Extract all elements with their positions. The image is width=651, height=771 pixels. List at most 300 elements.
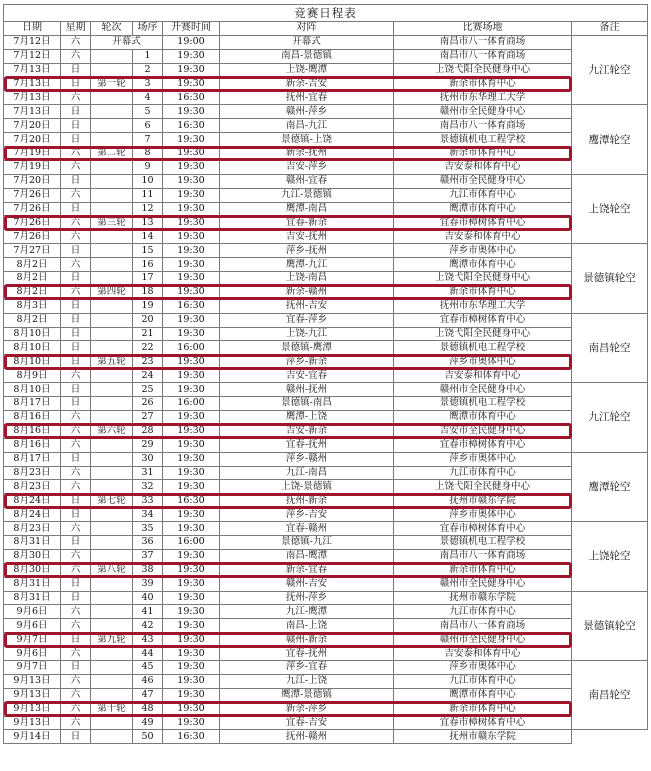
cell-venue: 上饶弋阳全民健身中心: [394, 272, 572, 286]
cell-venue: 鹰潭市体育中心: [394, 202, 572, 216]
cell-venue: 宜春市樟树体育中心: [394, 716, 572, 730]
table-row: [4, 313, 648, 327]
header-notes: 备注: [572, 22, 648, 36]
cell-venue: 宜春市樟树体育中心: [394, 522, 572, 536]
cell-round: [91, 105, 133, 119]
cell-time: 16:30: [163, 299, 220, 313]
cell-matchup: 新余-抚州: [220, 147, 394, 161]
cell-match-no: 4: [133, 91, 163, 105]
cell-time: 19:30: [163, 63, 220, 77]
table-row: [4, 216, 648, 230]
cell-match-no: 36: [133, 535, 163, 549]
cell-weekday: 日: [61, 272, 91, 286]
cell-round: [91, 688, 133, 702]
cell-match-no: 44: [133, 647, 163, 661]
cell-date: 8月31日: [4, 577, 61, 591]
cell-venue: 吉安泰和体育中心: [394, 230, 572, 244]
cell-time: 19:30: [163, 480, 220, 494]
cell-venue: 宜春市樟树体育中心: [394, 438, 572, 452]
table-row: [4, 702, 648, 716]
cell-round: 第四轮: [91, 285, 133, 299]
cell-venue: 新余市体育中心: [394, 563, 572, 577]
cell-weekday: 日: [61, 133, 91, 147]
cell-date: 7月26日: [4, 188, 61, 202]
cell-match-no: 49: [133, 716, 163, 730]
cell-matchup: 宜春-吉安: [220, 716, 394, 730]
cell-date: 7月26日: [4, 230, 61, 244]
cell-date: 8月30日: [4, 563, 61, 577]
cell-match-no: 35: [133, 522, 163, 536]
table-row: [4, 91, 648, 105]
cell-matchup: 鹰潭-南昌: [220, 202, 394, 216]
cell-match-no: 34: [133, 508, 163, 522]
cell-note: 鹰潭轮空: [572, 452, 648, 521]
cell-date: 8月10日: [4, 355, 61, 369]
table-row: [4, 299, 648, 313]
cell-date: 9月6日: [4, 647, 61, 661]
cell-match-no: 50: [133, 730, 163, 744]
cell-time: 19:30: [163, 188, 220, 202]
cell-matchup: 赣州-宜春: [220, 174, 394, 188]
cell-round: [91, 577, 133, 591]
cell-match-no: 17: [133, 272, 163, 286]
cell-matchup: 宜春-抚州: [220, 438, 394, 452]
cell-matchup: 抚州-吉安: [220, 299, 394, 313]
cell-weekday: 六: [61, 160, 91, 174]
cell-round: 第三轮: [91, 216, 133, 230]
cell-date: 7月13日: [4, 105, 61, 119]
cell-time: 19:30: [163, 369, 220, 383]
cell-round: [91, 133, 133, 147]
cell-venue: 抚州市东华理工大学: [394, 299, 572, 313]
table-row: [4, 480, 648, 494]
cell-venue: 吉安泰和体育中心: [394, 369, 572, 383]
table-row: [4, 466, 648, 480]
cell-weekday: 日: [61, 397, 91, 411]
cell-match-no: 5: [133, 105, 163, 119]
cell-time: 16:30: [163, 91, 220, 105]
cell-matchup: 抚州-赣州: [220, 730, 394, 744]
cell-weekday: 日: [61, 299, 91, 313]
cell-matchup: 鹰潭-九江: [220, 258, 394, 272]
cell-round: [91, 730, 133, 744]
table-row: [4, 160, 648, 174]
cell-weekday: 六: [61, 438, 91, 452]
cell-match-no: 23: [133, 355, 163, 369]
cell-note: 南昌轮空: [572, 660, 648, 729]
cell-weekday: 六: [61, 147, 91, 161]
table-row: [4, 174, 648, 188]
cell-note: 鹰潭轮空: [572, 105, 648, 174]
table-row: [4, 49, 648, 63]
header-venue: 比赛场地: [394, 22, 572, 36]
cell-date: 7月20日: [4, 119, 61, 133]
cell-weekday: 六: [61, 716, 91, 730]
cell-venue: 九江市体育中心: [394, 188, 572, 202]
cell-round: [91, 619, 133, 633]
cell-round: [91, 299, 133, 313]
cell-note: 景德镇轮空: [572, 244, 648, 313]
cell-matchup: 新余-赣州: [220, 285, 394, 299]
cell-venue: 吉安市全民健身中心: [394, 424, 572, 438]
cell-matchup: 赣州-抚州: [220, 383, 394, 397]
table-row: [4, 119, 648, 133]
cell-round: [91, 202, 133, 216]
table-row: [4, 327, 648, 341]
cell-round: 第九轮: [91, 633, 133, 647]
cell-matchup: 抚州-新余: [220, 494, 394, 508]
cell-weekday: 六: [61, 674, 91, 688]
cell-matchup: 新余-宜春: [220, 563, 394, 577]
cell-venue: 赣州市全民健身中心: [394, 105, 572, 119]
cell-note: 九江轮空: [572, 383, 648, 452]
cell-date: 8月10日: [4, 341, 61, 355]
cell-time: 19:30: [163, 702, 220, 716]
cell-match-no: 2: [133, 63, 163, 77]
cell-time: 19:30: [163, 355, 220, 369]
cell-venue: 鹰潭市体育中心: [394, 688, 572, 702]
cell-match-no: 14: [133, 230, 163, 244]
cell-matchup: 赣州-吉安: [220, 577, 394, 591]
cell-matchup: 鹰潭-上饶: [220, 410, 394, 424]
table-row: [4, 688, 648, 702]
cell-weekday: 日: [61, 341, 91, 355]
cell-note: 上饶轮空: [572, 522, 648, 591]
table-row: [4, 605, 648, 619]
cell-weekday: 日: [61, 355, 91, 369]
cell-venue: 新余市体育中心: [394, 77, 572, 91]
cell-matchup: 上饶-景德镇: [220, 480, 394, 494]
cell-round: [91, 508, 133, 522]
cell-round: [91, 535, 133, 549]
cell-round: [91, 313, 133, 327]
cell-matchup: 宜春-萍乡: [220, 313, 394, 327]
cell-match-no: 9: [133, 160, 163, 174]
cell-date: 8月16日: [4, 410, 61, 424]
cell-matchup: 萍乡-吉安: [220, 508, 394, 522]
cell-venue: 新余市体育中心: [394, 285, 572, 299]
cell-weekday: 日: [61, 383, 91, 397]
table-row: [4, 508, 648, 522]
cell-venue: 赣州市全民健身中心: [394, 174, 572, 188]
cell-weekday: 日: [61, 452, 91, 466]
cell-matchup: 萍乡-新余: [220, 355, 394, 369]
cell-weekday: 六: [61, 466, 91, 480]
cell-date: 8月31日: [4, 535, 61, 549]
cell-date: 7月13日: [4, 63, 61, 77]
cell-match-no: 30: [133, 452, 163, 466]
cell-matchup: 九江-景德镇: [220, 188, 394, 202]
cell-time: 19:30: [163, 285, 220, 299]
table-row: [4, 438, 648, 452]
table-row: [4, 133, 648, 147]
cell-time: 19:30: [163, 563, 220, 577]
cell-match-no: 33: [133, 494, 163, 508]
cell-round: [91, 605, 133, 619]
cell-matchup: 新余-萍乡: [220, 702, 394, 716]
cell-matchup: 南昌-景德镇: [220, 49, 394, 63]
cell-weekday: 六: [61, 605, 91, 619]
cell-venue: 上饶弋阳全民健身中心: [394, 63, 572, 77]
cell-date: 9月13日: [4, 716, 61, 730]
cell-venue: 景德镇机电工程学校: [394, 397, 572, 411]
cell-time: 19:30: [163, 577, 220, 591]
cell-matchup: 开幕式: [220, 35, 394, 49]
cell-weekday: 日: [61, 105, 91, 119]
cell-weekday: 日: [61, 730, 91, 744]
table-row: [4, 591, 648, 605]
cell-round: [91, 63, 133, 77]
cell-matchup: 吉安-萍乡: [220, 160, 394, 174]
cell-time: 19:30: [163, 272, 220, 286]
cell-match-no: 45: [133, 660, 163, 674]
cell-date: 8月16日: [4, 424, 61, 438]
cell-round: [91, 119, 133, 133]
cell-weekday: 六: [61, 619, 91, 633]
cell-weekday: 日: [61, 174, 91, 188]
cell-round: 第十轮: [91, 702, 133, 716]
cell-time: 19:30: [163, 522, 220, 536]
cell-date: 8月2日: [4, 258, 61, 272]
cell-weekday: 六: [61, 285, 91, 299]
cell-round: [91, 660, 133, 674]
cell-round: 第七轮: [91, 494, 133, 508]
cell-time: 19:30: [163, 230, 220, 244]
cell-date: 8月23日: [4, 466, 61, 480]
cell-matchup: 九江-鹰潭: [220, 605, 394, 619]
cell-date: 8月3日: [4, 299, 61, 313]
cell-time: 19:30: [163, 77, 220, 91]
table-row: [4, 716, 648, 730]
cell-matchup: 上饶-九江: [220, 327, 394, 341]
cell-matchup: 萍乡-赣州: [220, 452, 394, 466]
header-round: 轮次: [91, 22, 133, 36]
cell-time: 19:30: [163, 383, 220, 397]
cell-weekday: 六: [61, 480, 91, 494]
cell-match-no: 47: [133, 688, 163, 702]
cell-weekday: 六: [61, 522, 91, 536]
cell-time: 19:00: [163, 35, 220, 49]
cell-venue: 南昌市八一体育商场: [394, 549, 572, 563]
cell-weekday: 日: [61, 535, 91, 549]
cell-weekday: 日: [61, 508, 91, 522]
cell-time: 19:30: [163, 410, 220, 424]
cell-date: 9月13日: [4, 702, 61, 716]
cell-match-no: 31: [133, 466, 163, 480]
cell-matchup: 新余-吉安: [220, 77, 394, 91]
cell-weekday: 日: [61, 77, 91, 91]
cell-weekday: 六: [61, 91, 91, 105]
cell-weekday: 六: [61, 410, 91, 424]
cell-match-no: 24: [133, 369, 163, 383]
cell-date: 7月27日: [4, 244, 61, 258]
cell-round: [91, 549, 133, 563]
cell-round: [91, 244, 133, 258]
cell-matchup: 萍乡-抚州: [220, 244, 394, 258]
cell-round: 第五轮: [91, 355, 133, 369]
cell-time: 16:00: [163, 341, 220, 355]
cell-round: [91, 160, 133, 174]
cell-time: 19:30: [163, 647, 220, 661]
cell-match-no: 15: [133, 244, 163, 258]
cell-weekday: 日: [61, 577, 91, 591]
table-row: [4, 258, 648, 272]
cell-weekday: 日: [61, 313, 91, 327]
cell-weekday: 日: [61, 591, 91, 605]
cell-weekday: 六: [61, 424, 91, 438]
table-row: [4, 535, 648, 549]
cell-venue: 赣州市全民健身中心: [394, 577, 572, 591]
cell-time: 19:30: [163, 619, 220, 633]
table-row: [4, 285, 648, 299]
cell-time: 19:30: [163, 438, 220, 452]
cell-time: 19:30: [163, 216, 220, 230]
cell-venue: 九江市体育中心: [394, 674, 572, 688]
cell-venue: 抚州市赣东学院: [394, 730, 572, 744]
cell-time: 19:30: [163, 147, 220, 161]
table-row: [4, 244, 648, 258]
cell-date: 8月23日: [4, 480, 61, 494]
cell-date: 9月6日: [4, 605, 61, 619]
cell-time: 19:30: [163, 160, 220, 174]
cell-date: 9月13日: [4, 688, 61, 702]
cell-venue: 抚州市赣东学院: [394, 591, 572, 605]
cell-venue: 萍乡市奥体中心: [394, 660, 572, 674]
cell-matchup: 赣州-新余: [220, 633, 394, 647]
cell-note: 南昌轮空: [572, 313, 648, 382]
cell-time: 16:30: [163, 494, 220, 508]
cell-date: 7月19日: [4, 160, 61, 174]
cell-venue: 吉安泰和体育中心: [394, 647, 572, 661]
cell-date: 7月13日: [4, 77, 61, 91]
cell-venue: 九江市体育中心: [394, 605, 572, 619]
table-row: [4, 272, 648, 286]
table-row: [4, 383, 648, 397]
cell-venue: 九江市体育中心: [394, 466, 572, 480]
table-row: [4, 647, 648, 661]
cell-date: 9月6日: [4, 619, 61, 633]
table-row: [4, 660, 648, 674]
cell-matchup: 九江-南昌: [220, 466, 394, 480]
cell-note: 九江轮空: [572, 35, 648, 104]
cell-round: [91, 188, 133, 202]
cell-match-no: 39: [133, 577, 163, 591]
cell-venue: 鹰潭市体育中心: [394, 258, 572, 272]
cell-date: 9月7日: [4, 660, 61, 674]
cell-round: [91, 591, 133, 605]
cell-venue: 赣州市全民健身中心: [394, 633, 572, 647]
cell-matchup: 景德镇-鹰潭: [220, 341, 394, 355]
cell-date: 7月19日: [4, 147, 61, 161]
cell-note: 上饶轮空: [572, 174, 648, 243]
cell-date: 7月12日: [4, 49, 61, 63]
table-row: [4, 563, 648, 577]
cell-date: 8月9日: [4, 369, 61, 383]
cell-date: 8月24日: [4, 508, 61, 522]
cell-round: [91, 341, 133, 355]
cell-venue: 南昌市八一体育商场: [394, 119, 572, 133]
cell-time: 19:30: [163, 466, 220, 480]
table-row: [4, 674, 648, 688]
table-row: [4, 577, 648, 591]
cell-matchup: 宜春-抚州: [220, 647, 394, 661]
cell-match-no: 22: [133, 341, 163, 355]
cell-match-no: 19: [133, 299, 163, 313]
cell-venue: 上饶弋阳全民健身中心: [394, 480, 572, 494]
cell-time: 16:30: [163, 730, 220, 744]
cell-matchup: 抚州-萍乡: [220, 591, 394, 605]
cell-date: 8月17日: [4, 397, 61, 411]
cell-venue: 萍乡市奥体中心: [394, 508, 572, 522]
header-time: 开赛时间: [163, 22, 220, 36]
cell-date: 8月2日: [4, 285, 61, 299]
cell-match-no: 41: [133, 605, 163, 619]
cell-match-no: 43: [133, 633, 163, 647]
cell-match-no: 40: [133, 591, 163, 605]
cell-match-no: 11: [133, 188, 163, 202]
cell-weekday: 六: [61, 216, 91, 230]
cell-matchup: 吉安-抚州: [220, 230, 394, 244]
cell-time: 16:30: [163, 119, 220, 133]
cell-venue: 宜春市樟树体育中心: [394, 216, 572, 230]
cell-round: [91, 383, 133, 397]
cell-time: 19:30: [163, 258, 220, 272]
cell-round: [91, 230, 133, 244]
cell-matchup: 抚州-宜春: [220, 91, 394, 105]
cell-matchup: 景德镇-上饶: [220, 133, 394, 147]
cell-venue: 景德镇机电工程学校: [394, 133, 572, 147]
cell-time: 19:30: [163, 660, 220, 674]
cell-round: [91, 410, 133, 424]
cell-match-no: 46: [133, 674, 163, 688]
table-row: [4, 410, 648, 424]
cell-time: 19:30: [163, 49, 220, 63]
cell-round: 第二轮: [91, 147, 133, 161]
cell-date: 7月20日: [4, 174, 61, 188]
cell-venue: 南昌市八一体育商场: [394, 35, 572, 49]
cell-matchup: 九江-上饶: [220, 674, 394, 688]
cell-matchup: 景德镇-南昌: [220, 397, 394, 411]
table-row: [4, 494, 648, 508]
cell-match-no: 3: [133, 77, 163, 91]
header-date: 日期: [4, 22, 61, 36]
cell-match-no: 28: [133, 424, 163, 438]
cell-match-no: 21: [133, 327, 163, 341]
table-row: [4, 63, 648, 77]
cell-weekday: 六: [61, 702, 91, 716]
cell-weekday: 日: [61, 327, 91, 341]
cell-matchup: 上饶-鹰潭: [220, 63, 394, 77]
cell-round: [91, 480, 133, 494]
cell-weekday: 六: [61, 258, 91, 272]
cell-weekday: 日: [61, 119, 91, 133]
table-row: [4, 730, 648, 744]
cell-matchup: 鹰潭-景德镇: [220, 688, 394, 702]
cell-matchup: 赣州-萍乡: [220, 105, 394, 119]
table-row: [4, 77, 648, 91]
cell-date: 8月24日: [4, 494, 61, 508]
cell-match-no: 27: [133, 410, 163, 424]
table-row: [4, 35, 648, 49]
cell-time: 16:00: [163, 535, 220, 549]
cell-venue: 萍乡市奥体中心: [394, 355, 572, 369]
cell-venue: 宜春市樟树体育中心: [394, 313, 572, 327]
cell-round: [91, 452, 133, 466]
header-match-no: 场序: [133, 22, 163, 36]
cell-match-no: 1: [133, 49, 163, 63]
cell-matchup: 南昌-九江: [220, 119, 394, 133]
header-weekday: 星期: [61, 22, 91, 36]
